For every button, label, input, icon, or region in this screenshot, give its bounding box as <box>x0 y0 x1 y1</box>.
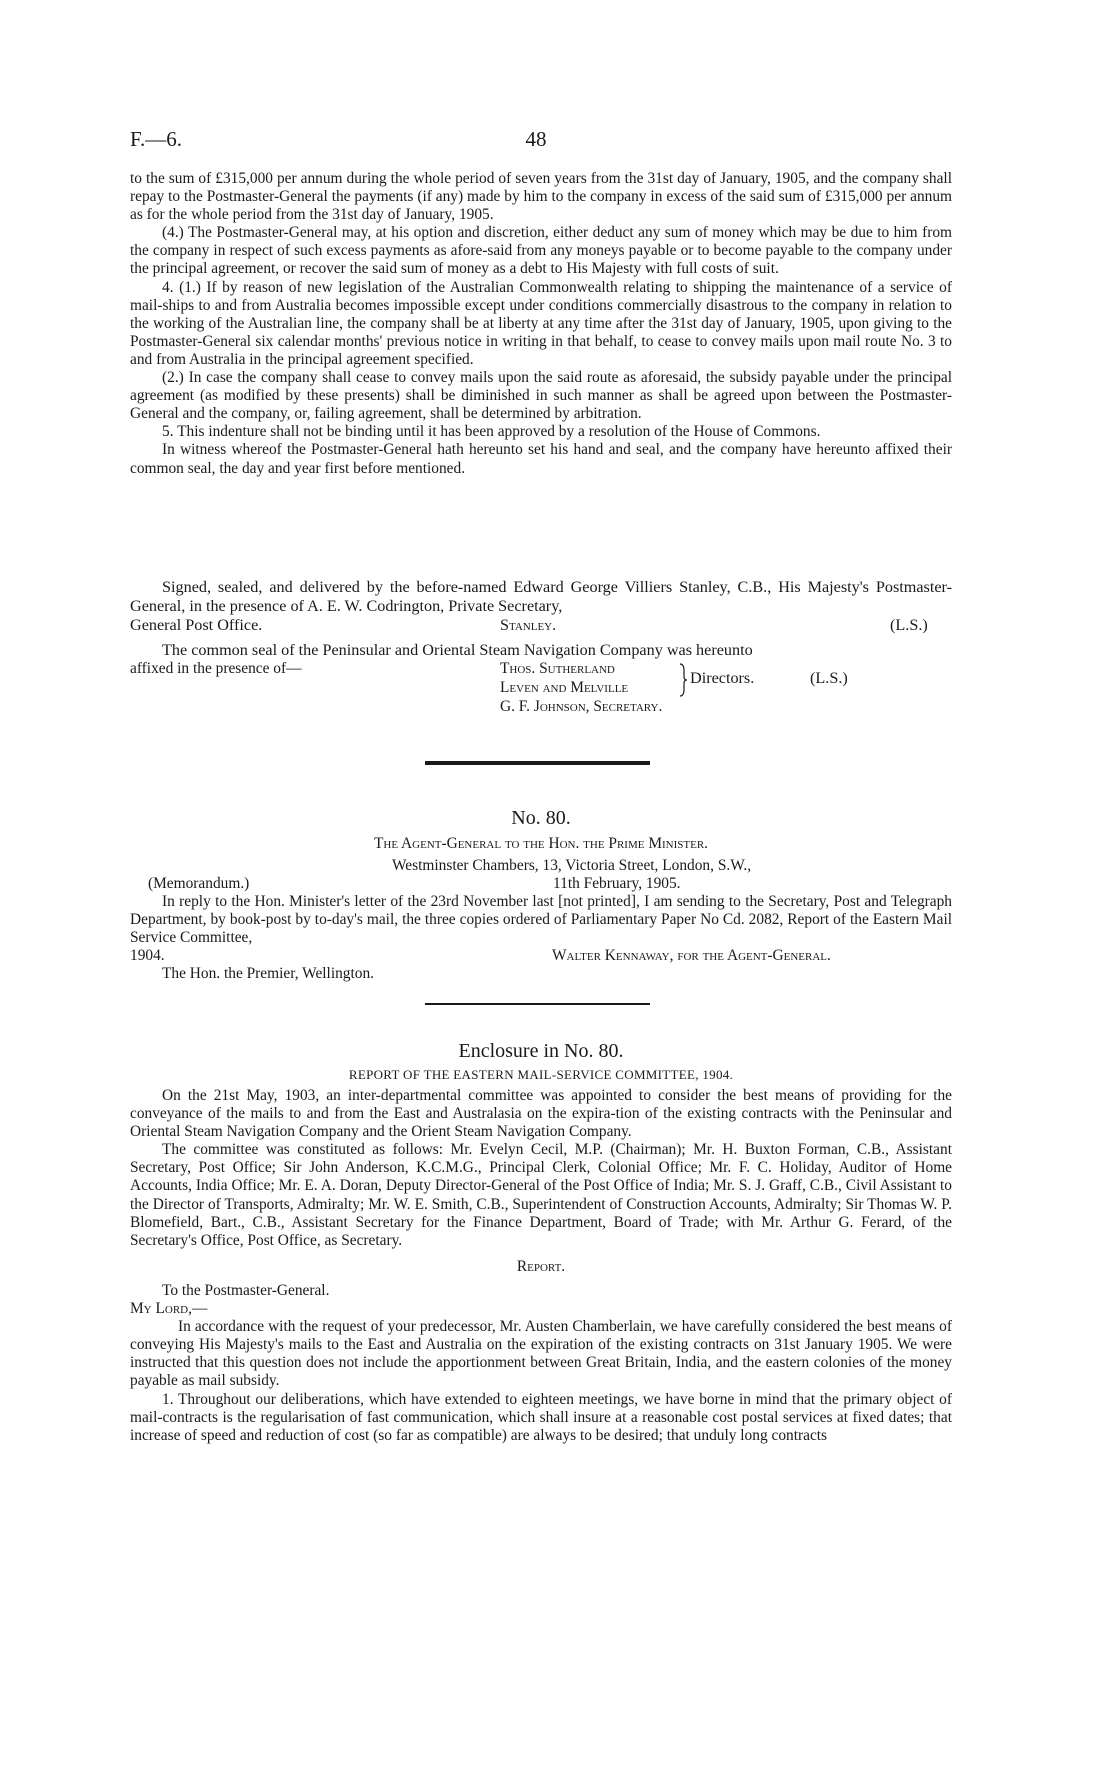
memo-label: (Memorandum.) <box>148 875 250 893</box>
sender-address: Westminster Chambers, 13, Victoria Street, London, S.W., <box>392 857 752 875</box>
signing-block <box>130 578 952 634</box>
paragraph: On the 21st May, 1903, an inter-departmental committee was appointed to consider the best means of providing for the conveyance of the mails to and from the East and Australasia on the expira-tion of the existing contracts with the Peninsular and Oriental Steam Navigation Company and the Orient Steam Navigation Company. <box>130 1087 952 1141</box>
report-title: REPORT OF THE EASTERN MAIL-SERVICE COMMITTEE, 1904. <box>348 1067 734 1082</box>
no-80-section <box>130 807 952 984</box>
addressee: The Hon. the Premier, Wellington. <box>162 965 375 983</box>
paragraph: (4.) The Postmaster-General may, at his option and discretion, either deduct any sum of money which may be due to him from the company in respect of such excess payments as afore-said from any moneys payable or to become payable to the company under the principal agreement, or recover the said sum of money as a debt to His Majesty with full costs of suit. <box>130 224 952 278</box>
enclosure-heading: Enclosure in No. 80. <box>458 1040 624 1062</box>
seal-line: The common seal of the Peninsular and Oriental Steam Navigation Company was hereunto <box>162 641 753 659</box>
paragraph: 1. Throughout our deliberations, which have extended to eighteen meetings, we have borne in mind that the primary object of mail-contracts is the regularisation of fast communication, which shall insure at a reasonable cost postal services at fixed dates; that increase of speed and reduction of cost (so far as compatible) are always to be desired; that unduly long contracts <box>130 1390 952 1444</box>
paragraph: 4. (1.) If by reason of new legislation of the Australian Commonwealth relating to shipping the maintenance of a service of mail-ships to and from Australia becomes impossible except under conditions commercially disastrous to the company in relation to the working of the Australian line, the company shall be at liberty at any time after the 31st day of January, 1905, upon giving to the Postmaster-General six calendar months' previous notice in writing in that behalf, to cease to convey mails upon mail route No. 3 to and from Australia in the principal agreement specified. <box>130 278 952 368</box>
paragraph: In witness whereof the Postmaster-General hath hereunto set his hand and seal, and the company have hereunto affixed their common seal, the day and year first before mentioned. <box>130 441 952 477</box>
memo-date-line <box>130 875 952 893</box>
signature-line <box>130 616 952 634</box>
letter-date: 11th February, 1905. <box>553 875 681 893</box>
paragraph: In accordance with the request of your predecessor, Mr. Austen Chamberlain, we have carefully considered the best means of conveying His Majesty's mails to the East and Australia on the expiration of the existing contracts on 31st January 1905. We were instructed that this question does not include the apportionment between Great Britain, India, and the eastern colonies of the money payable as mail subsidy. <box>130 1318 952 1390</box>
company-secretary: G. F. Johnson, Secretary. <box>500 698 663 715</box>
section-code: F.—6. <box>130 127 182 151</box>
director-name: Leven and Melville <box>500 679 629 696</box>
section-divider <box>425 1003 650 1005</box>
signing-paragraph: Signed, sealed, and delivered by the before-named Edward George Villiers Stanley, C.B., His Majesty's Postmaster-General, in the presence of A. E. W. Codrington, Private Secretary, <box>130 578 952 615</box>
paragraph: The committee was constituted as follows: Mr. Evelyn Cecil, M.P. (Chairman); Mr. H. Buxton Forman, C.B., Assistant Secretary, Post Office; Sir John Anderson, K.C.M.G., Principal Clerk, Colonial Office; Mr. F. C. Holiday, Auditor of Home Accounts, India Office; Mr. E. A. Doran, Deputy Director-General of the Post Office of India; Mr. S. J. Graff, C.B., Civil Assistant to the Director of Transports, Admiralty; Mr. W. E. Smith, C.B., Superintendent of Construction Accounts, Admiralty; Sir Thomas W. P. Blomefield, Bart., C.B., Assistant Secretary for the Finance Department, Board of Trade; with Mr. Arthur G. Ferard, of the Secretary's Office, Post Office, as Secretary. <box>130 1141 952 1249</box>
enclosure-section <box>130 1040 952 1445</box>
company-seal-block <box>130 641 952 717</box>
memo-signoff-line <box>130 947 952 965</box>
agreement-continuation <box>130 170 952 478</box>
report-year: 1904. <box>130 947 165 965</box>
signature-stanley: Stanley. <box>500 616 557 634</box>
section-heading: No. 80. <box>511 807 571 829</box>
brace-icon <box>678 663 688 697</box>
section-divider <box>425 761 650 765</box>
locus-sigilli: (L.S.) <box>890 616 928 634</box>
memo-body: In reply to the Hon. Minister's letter of the 23rd November last [not printed], I am sending to the Secretary, Post and Telegraph Department, by book-post by to-day's mail, the three copies ordered of Parliamentary Paper No Cd. 2082, Report of the Eastern Mail Service Committee, <box>130 893 952 947</box>
seal-witness-label: affixed in the presence of— <box>130 660 302 677</box>
company-locus-sigilli: (L.S.) <box>810 669 848 687</box>
report-heading: Report. <box>516 1257 566 1275</box>
paragraph: 5. This indenture shall not be binding until it has been approved by a resolution of the House of Commons. <box>162 423 821 441</box>
signatory: Walter Kennaway, for the Agent-General. <box>552 947 831 965</box>
directors-label: Directors. <box>690 669 755 687</box>
salutation: My Lord,— <box>130 1300 208 1318</box>
paragraph: (2.) In case the company shall cease to convey mails upon the said route as aforesaid, the subsidy payable under the principal agreement (as modified by these presents) shall be diminished in such manner as shall be agreed upon between the Postmaster-General and the company, or, failing agreement, shall be determined by arbitration. <box>130 369 952 423</box>
page-number: 48 <box>525 127 547 151</box>
correspondence-line: The Agent-General to the Hon. the Prime Minister. <box>373 835 709 852</box>
secretary-line <box>130 698 952 717</box>
director-name: Thos. Sutherland <box>500 660 615 677</box>
report-addressee: To the Postmaster-General. <box>162 1281 330 1299</box>
signing-location: General Post Office. <box>130 616 263 634</box>
paragraph: to the sum of £315,000 per annum during the whole period of seven years from the 31st day of January, 1905, and the company shall repay to the Postmaster-General the payments (if any) made by him to the company in excess of the said sum of £315,000 per annum as for the whole period from the 31st day of January, 1905. <box>130 170 952 224</box>
